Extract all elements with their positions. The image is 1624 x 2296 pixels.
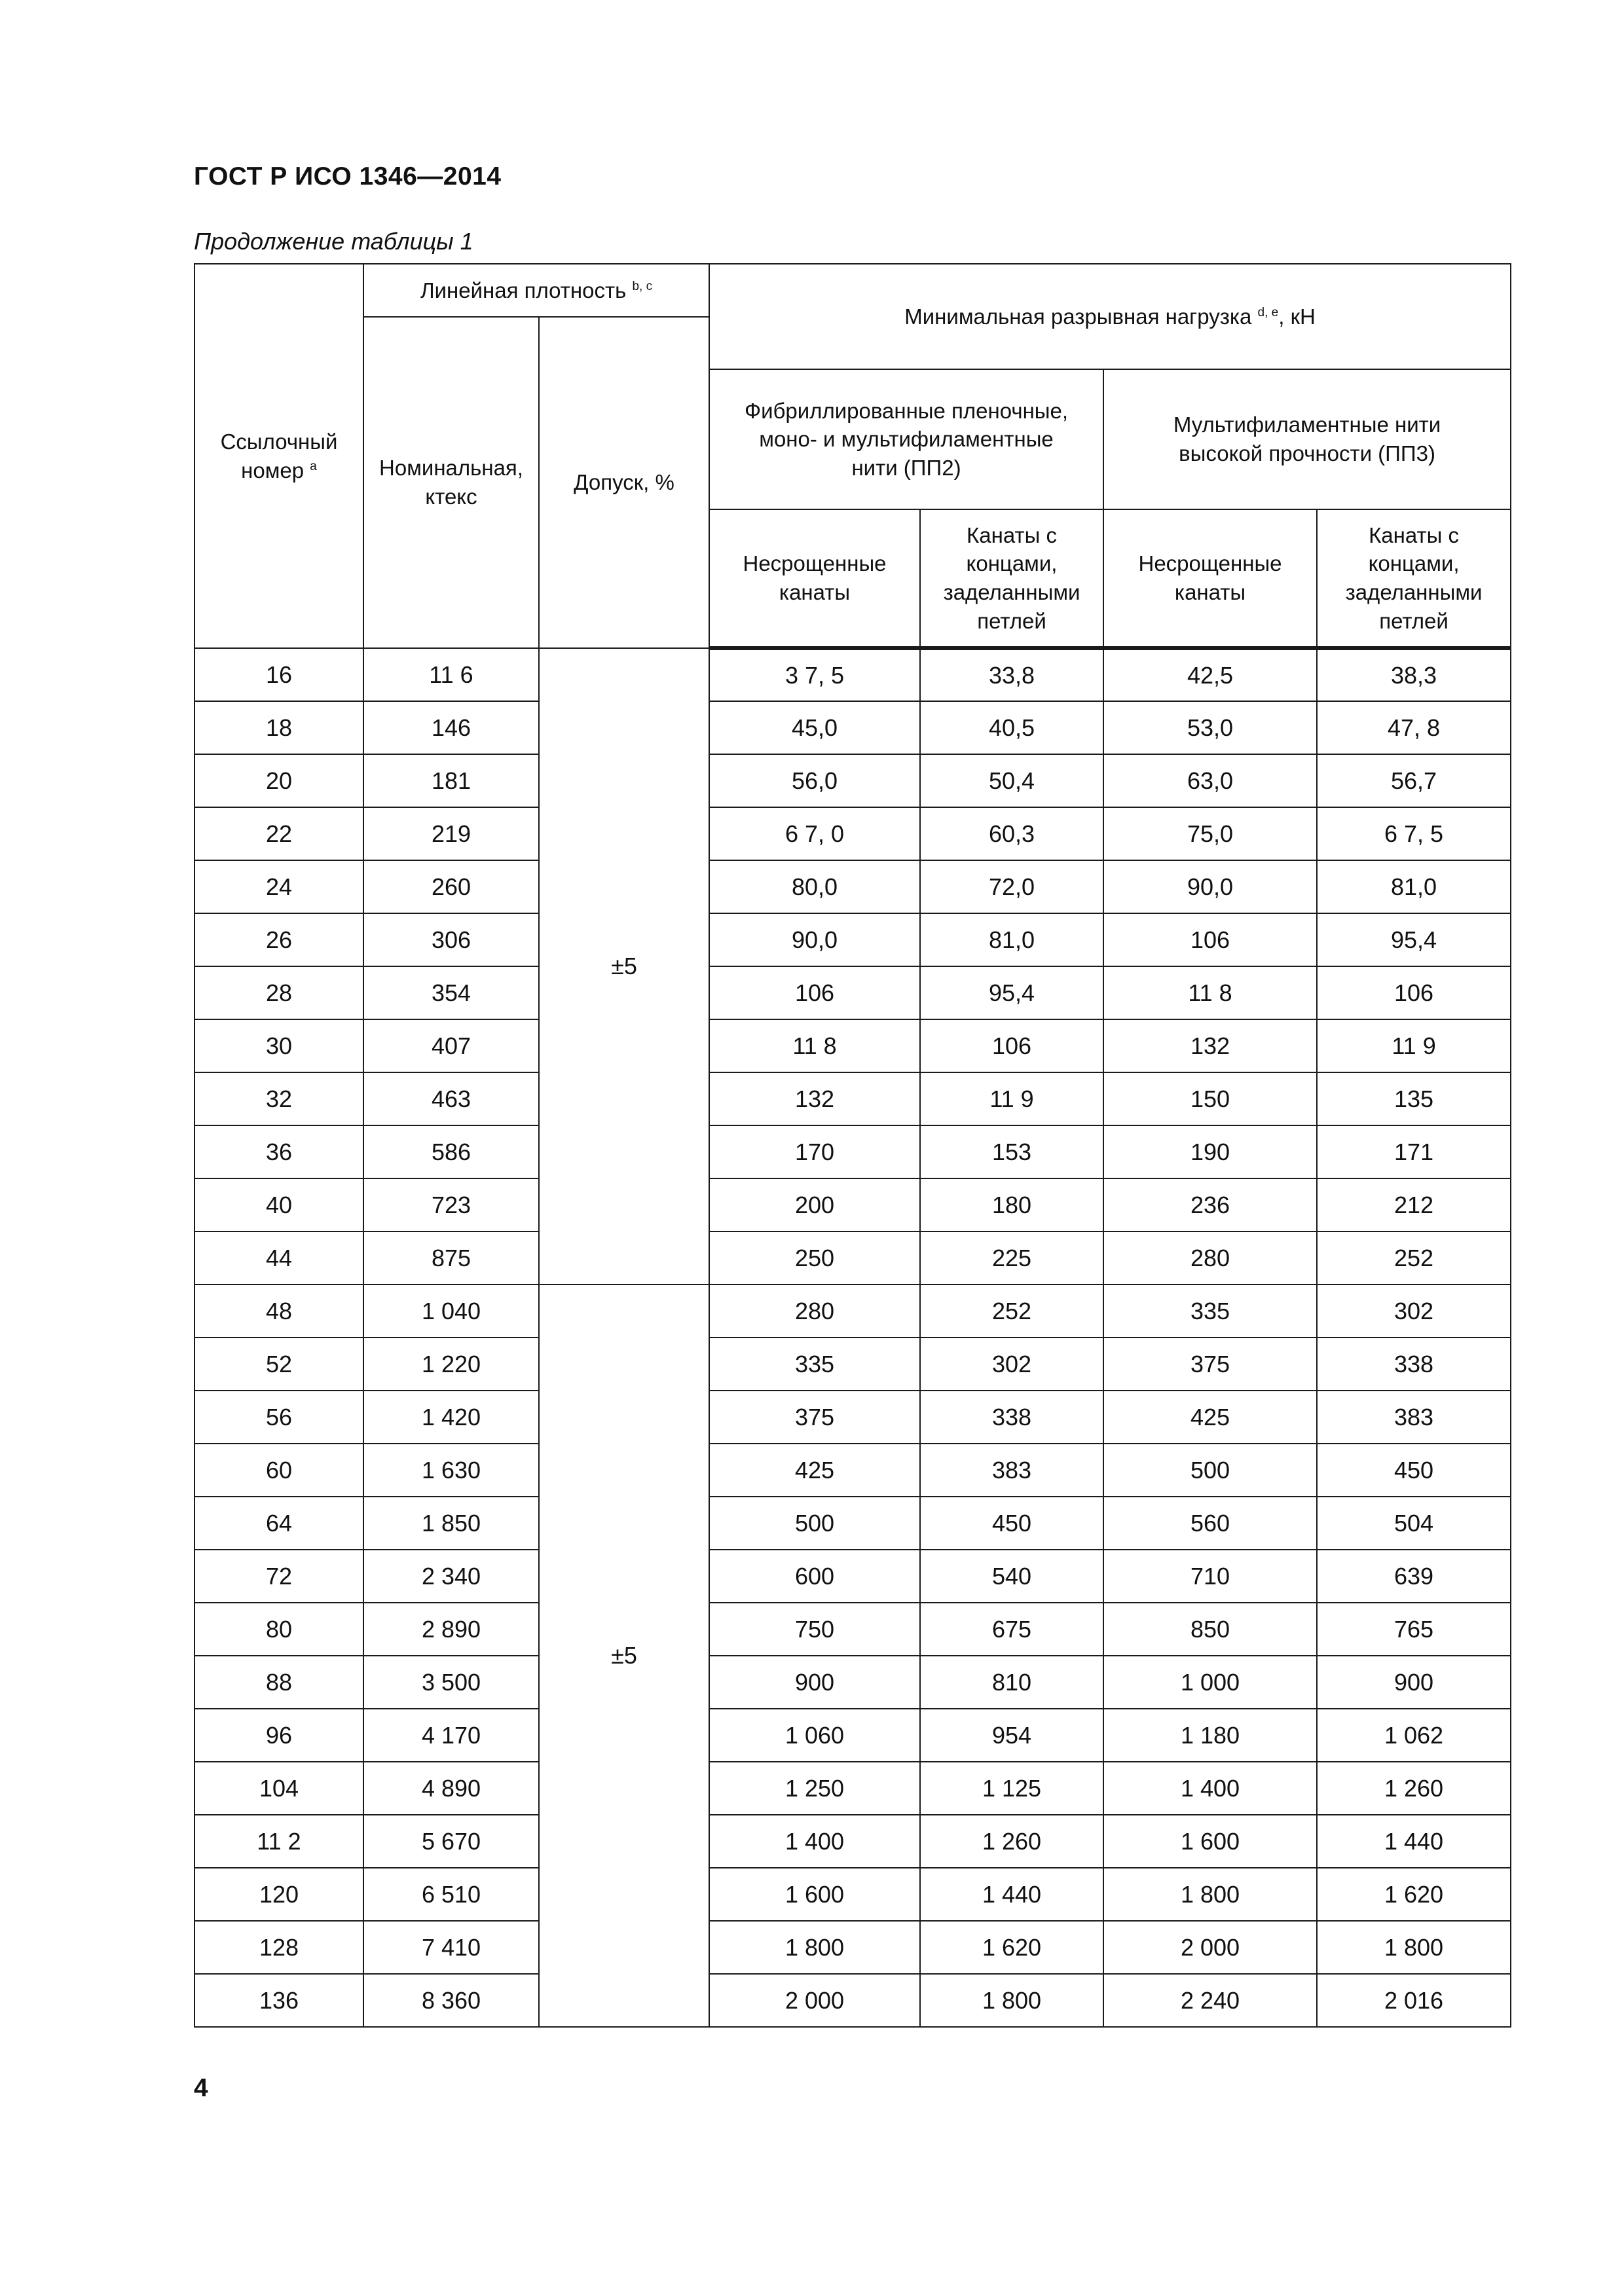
ref-number-cell: 60 — [194, 1444, 363, 1497]
table-row — [194, 754, 1511, 807]
ref-number-cell: 22 — [194, 807, 363, 860]
pp3-spliced-cell: 504 — [1317, 1497, 1511, 1550]
pp3-spliced-cell: 38,3 — [1317, 648, 1511, 701]
pp2-unspliced-cell: 500 — [709, 1497, 920, 1550]
pp2-unspliced-cell: 750 — [709, 1603, 920, 1656]
pp3-spliced-cell: 639 — [1317, 1550, 1511, 1603]
nominal-density-cell: 8 360 — [363, 1974, 539, 2027]
pp2-spliced-cell: 106 — [920, 1019, 1103, 1072]
pp3-spliced-cell: 383 — [1317, 1391, 1511, 1444]
nominal-density-cell: 306 — [363, 913, 539, 966]
ref-number-cell: 56 — [194, 1391, 363, 1444]
ref-number-cell: 96 — [194, 1709, 363, 1762]
pp2-spliced-cell: 383 — [920, 1444, 1103, 1497]
pp3-spliced-cell: 81,0 — [1317, 860, 1511, 913]
footnote-marker: b, c — [632, 279, 653, 293]
table-row — [194, 1497, 1511, 1550]
pp3-spliced-cell: 338 — [1317, 1338, 1511, 1391]
nominal-density-cell: 2 340 — [363, 1550, 539, 1603]
header-ref-number-label: Ссылочный номер — [220, 429, 338, 483]
pp3-unspliced-cell: 132 — [1103, 1019, 1317, 1072]
nominal-density-cell: 875 — [363, 1231, 539, 1285]
pp2-unspliced-cell: 250 — [709, 1231, 920, 1285]
table-row — [194, 1391, 1511, 1444]
pp3-spliced-cell: 1 800 — [1317, 1921, 1511, 1974]
header-nominal: Номинальная, ктекс — [363, 317, 539, 648]
pp2-spliced-cell: 81,0 — [920, 913, 1103, 966]
pp2-unspliced-cell: 1 800 — [709, 1921, 920, 1974]
pp2-unspliced-cell: 56,0 — [709, 754, 920, 807]
ref-number-cell: 40 — [194, 1178, 363, 1231]
pp3-unspliced-cell: 11 8 — [1103, 966, 1317, 1019]
table-row — [194, 1868, 1511, 1921]
document-header: ГОСТ Р ИСО 1346—2014 — [194, 162, 502, 191]
pp2-spliced-cell: 72,0 — [920, 860, 1103, 913]
tolerance-cell: ±5 — [539, 648, 709, 1285]
pp2-spliced-cell: 1 440 — [920, 1868, 1103, 1921]
nominal-density-cell: 181 — [363, 754, 539, 807]
pp2-spliced-cell: 11 9 — [920, 1072, 1103, 1125]
pp2-unspliced-cell: 600 — [709, 1550, 920, 1603]
nominal-density-cell: 1 040 — [363, 1285, 539, 1338]
table-row — [194, 1921, 1511, 1974]
pp3-unspliced-cell: 2 000 — [1103, 1921, 1317, 1974]
pp3-spliced-cell: 106 — [1317, 966, 1511, 1019]
header-pp3-unspliced: Несрощенные канаты — [1103, 509, 1317, 648]
header-min-breaking-load — [709, 264, 1511, 369]
ref-number-cell: 44 — [194, 1231, 363, 1285]
pp2-unspliced-cell: 375 — [709, 1391, 920, 1444]
table-body — [194, 648, 1511, 2027]
nominal-density-cell: 5 670 — [363, 1815, 539, 1868]
pp3-unspliced-cell: 190 — [1103, 1125, 1317, 1178]
pp2-unspliced-cell: 1 400 — [709, 1815, 920, 1868]
table-row — [194, 913, 1511, 966]
table-row — [194, 1072, 1511, 1125]
header-tolerance: Допуск, % — [539, 317, 709, 648]
table-row — [194, 1709, 1511, 1762]
nominal-density-cell: 723 — [363, 1178, 539, 1231]
pp2-spliced-cell: 302 — [920, 1338, 1103, 1391]
pp3-spliced-cell: 1 260 — [1317, 1762, 1511, 1815]
pp2-spliced-cell: 40,5 — [920, 701, 1103, 754]
ref-number-cell: 80 — [194, 1603, 363, 1656]
header-pp2-unspliced: Несрощенные канаты — [709, 509, 920, 648]
pp2-unspliced-cell: 900 — [709, 1656, 920, 1709]
table-row — [194, 701, 1511, 754]
nominal-density-cell: 3 500 — [363, 1656, 539, 1709]
ref-number-cell: 24 — [194, 860, 363, 913]
ref-number-cell: 128 — [194, 1921, 363, 1974]
pp3-spliced-cell: 135 — [1317, 1072, 1511, 1125]
ref-number-cell: 18 — [194, 701, 363, 754]
header-ref-number — [194, 264, 363, 648]
header-pp3-spliced: Канаты с концами, заделанными петлей — [1317, 509, 1511, 648]
pp2-spliced-cell: 95,4 — [920, 966, 1103, 1019]
pp2-unspliced-cell: 170 — [709, 1125, 920, 1178]
page-number: 4 — [194, 2074, 208, 2102]
pp2-spliced-cell: 50,4 — [920, 754, 1103, 807]
header-min-breaking-load-label: Минимальная разрывная нагрузка — [904, 304, 1252, 329]
pp3-spliced-cell: 450 — [1317, 1444, 1511, 1497]
nominal-density-cell: 1 220 — [363, 1338, 539, 1391]
table-row — [194, 1815, 1511, 1868]
table-row — [194, 966, 1511, 1019]
pp2-unspliced-cell: 90,0 — [709, 913, 920, 966]
pp3-unspliced-cell: 375 — [1103, 1338, 1317, 1391]
pp2-spliced-cell: 1 620 — [920, 1921, 1103, 1974]
table-row — [194, 648, 1511, 701]
pp2-unspliced-cell: 1 250 — [709, 1762, 920, 1815]
pp3-unspliced-cell: 236 — [1103, 1178, 1317, 1231]
nominal-density-cell: 407 — [363, 1019, 539, 1072]
pp2-spliced-cell: 180 — [920, 1178, 1103, 1231]
pp3-unspliced-cell: 2 240 — [1103, 1974, 1317, 2027]
pp3-unspliced-cell: 560 — [1103, 1497, 1317, 1550]
ref-number-cell: 136 — [194, 1974, 363, 2027]
pp2-spliced-cell: 450 — [920, 1497, 1103, 1550]
pp3-unspliced-cell: 425 — [1103, 1391, 1317, 1444]
header-group-pp2: Фибриллированные пленочные, моно- и мультифиламентные нити (ПП2) — [709, 369, 1103, 509]
table-row — [194, 1285, 1511, 1338]
ref-number-cell: 30 — [194, 1019, 363, 1072]
breaking-load-table — [194, 263, 1511, 2028]
pp3-unspliced-cell: 1 180 — [1103, 1709, 1317, 1762]
table-row — [194, 1125, 1511, 1178]
ref-number-cell: 48 — [194, 1285, 363, 1338]
pp2-unspliced-cell: 1 060 — [709, 1709, 920, 1762]
pp2-spliced-cell: 252 — [920, 1285, 1103, 1338]
pp2-unspliced-cell: 11 8 — [709, 1019, 920, 1072]
footnote-marker: a — [310, 459, 317, 473]
header-min-breaking-load-unit: , кН — [1278, 304, 1316, 329]
ref-number-cell: 64 — [194, 1497, 363, 1550]
pp3-unspliced-cell: 75,0 — [1103, 807, 1317, 860]
table-header — [194, 264, 1511, 648]
ref-number-cell: 36 — [194, 1125, 363, 1178]
pp2-unspliced-cell: 132 — [709, 1072, 920, 1125]
pp3-spliced-cell: 11 9 — [1317, 1019, 1511, 1072]
table-row — [194, 1231, 1511, 1285]
header-linear-density — [363, 264, 709, 317]
nominal-density-cell: 1 850 — [363, 1497, 539, 1550]
pp2-unspliced-cell: 335 — [709, 1338, 920, 1391]
nominal-density-cell: 463 — [363, 1072, 539, 1125]
pp3-unspliced-cell: 1 400 — [1103, 1762, 1317, 1815]
ref-number-cell: 16 — [194, 648, 363, 701]
nominal-density-cell: 354 — [363, 966, 539, 1019]
ref-number-cell: 28 — [194, 966, 363, 1019]
pp3-spliced-cell: 212 — [1317, 1178, 1511, 1231]
pp3-unspliced-cell: 1 000 — [1103, 1656, 1317, 1709]
pp2-unspliced-cell: 425 — [709, 1444, 920, 1497]
pp3-unspliced-cell: 90,0 — [1103, 860, 1317, 913]
pp3-spliced-cell: 56,7 — [1317, 754, 1511, 807]
nominal-density-cell: 4 890 — [363, 1762, 539, 1815]
ref-number-cell: 11 2 — [194, 1815, 363, 1868]
pp3-unspliced-cell: 280 — [1103, 1231, 1317, 1285]
pp2-unspliced-cell: 80,0 — [709, 860, 920, 913]
pp2-spliced-cell: 33,8 — [920, 648, 1103, 701]
table-row — [194, 1762, 1511, 1815]
pp2-spliced-cell: 1 125 — [920, 1762, 1103, 1815]
pp3-unspliced-cell: 1 800 — [1103, 1868, 1317, 1921]
table-row — [194, 1444, 1511, 1497]
pp2-spliced-cell: 1 260 — [920, 1815, 1103, 1868]
pp2-spliced-cell: 1 800 — [920, 1974, 1103, 2027]
table-row — [194, 1338, 1511, 1391]
pp3-unspliced-cell: 850 — [1103, 1603, 1317, 1656]
pp3-spliced-cell: 6 7, 5 — [1317, 807, 1511, 860]
pp3-unspliced-cell: 335 — [1103, 1285, 1317, 1338]
pp3-spliced-cell: 1 620 — [1317, 1868, 1511, 1921]
pp3-spliced-cell: 1 062 — [1317, 1709, 1511, 1762]
pp3-unspliced-cell: 63,0 — [1103, 754, 1317, 807]
nominal-density-cell: 586 — [363, 1125, 539, 1178]
nominal-density-cell: 1 420 — [363, 1391, 539, 1444]
pp2-unspliced-cell: 280 — [709, 1285, 920, 1338]
pp2-spliced-cell: 540 — [920, 1550, 1103, 1603]
pp2-unspliced-cell: 6 7, 0 — [709, 807, 920, 860]
ref-number-cell: 32 — [194, 1072, 363, 1125]
pp2-unspliced-cell: 45,0 — [709, 701, 920, 754]
nominal-density-cell: 7 410 — [363, 1921, 539, 1974]
ref-number-cell: 104 — [194, 1762, 363, 1815]
pp3-spliced-cell: 900 — [1317, 1656, 1511, 1709]
table-row — [194, 860, 1511, 913]
nominal-density-cell: 1 630 — [363, 1444, 539, 1497]
header-pp2-spliced: Канаты с концами, заделанными петлей — [920, 509, 1103, 648]
pp3-spliced-cell: 252 — [1317, 1231, 1511, 1285]
table-row — [194, 807, 1511, 860]
nominal-density-cell: 146 — [363, 701, 539, 754]
pp2-unspliced-cell: 106 — [709, 966, 920, 1019]
table-row — [194, 1550, 1511, 1603]
pp2-spliced-cell: 338 — [920, 1391, 1103, 1444]
nominal-density-cell: 6 510 — [363, 1868, 539, 1921]
pp2-spliced-cell: 810 — [920, 1656, 1103, 1709]
pp2-spliced-cell: 954 — [920, 1709, 1103, 1762]
pp3-spliced-cell: 47, 8 — [1317, 701, 1511, 754]
pp2-unspliced-cell: 1 600 — [709, 1868, 920, 1921]
pp3-unspliced-cell: 710 — [1103, 1550, 1317, 1603]
table-row — [194, 1019, 1511, 1072]
pp2-unspliced-cell: 3 7, 5 — [709, 648, 920, 701]
pp3-spliced-cell: 765 — [1317, 1603, 1511, 1656]
ref-number-cell: 20 — [194, 754, 363, 807]
pp2-unspliced-cell: 200 — [709, 1178, 920, 1231]
table-row — [194, 1603, 1511, 1656]
pp2-spliced-cell: 153 — [920, 1125, 1103, 1178]
ref-number-cell: 52 — [194, 1338, 363, 1391]
pp3-spliced-cell: 2 016 — [1317, 1974, 1511, 2027]
pp3-spliced-cell: 1 440 — [1317, 1815, 1511, 1868]
nominal-density-cell: 2 890 — [363, 1603, 539, 1656]
pp3-unspliced-cell: 500 — [1103, 1444, 1317, 1497]
ref-number-cell: 120 — [194, 1868, 363, 1921]
ref-number-cell: 88 — [194, 1656, 363, 1709]
pp3-unspliced-cell: 1 600 — [1103, 1815, 1317, 1868]
pp3-unspliced-cell: 42,5 — [1103, 648, 1317, 701]
nominal-density-cell: 260 — [363, 860, 539, 913]
table-row — [194, 1656, 1511, 1709]
pp2-spliced-cell: 225 — [920, 1231, 1103, 1285]
pp3-unspliced-cell: 150 — [1103, 1072, 1317, 1125]
tolerance-cell: ±5 — [539, 1285, 709, 2027]
table-caption: Продолжение таблицы 1 — [194, 228, 473, 255]
pp3-spliced-cell: 171 — [1317, 1125, 1511, 1178]
header-group-pp3: Мультифиламентные нити высокой прочности (ПП3) — [1103, 369, 1511, 509]
nominal-density-cell: 4 170 — [363, 1709, 539, 1762]
pp2-spliced-cell: 60,3 — [920, 807, 1103, 860]
footnote-marker: d, e — [1257, 305, 1279, 319]
pp2-spliced-cell: 675 — [920, 1603, 1103, 1656]
ref-number-cell: 72 — [194, 1550, 363, 1603]
ref-number-cell: 26 — [194, 913, 363, 966]
pp3-spliced-cell: 95,4 — [1317, 913, 1511, 966]
table-row — [194, 1974, 1511, 2027]
table-row — [194, 1178, 1511, 1231]
nominal-density-cell: 219 — [363, 807, 539, 860]
pp3-spliced-cell: 302 — [1317, 1285, 1511, 1338]
pp2-unspliced-cell: 2 000 — [709, 1974, 920, 2027]
header-linear-density-label: Линейная плотность — [420, 278, 627, 302]
pp3-unspliced-cell: 106 — [1103, 913, 1317, 966]
pp3-unspliced-cell: 53,0 — [1103, 701, 1317, 754]
nominal-density-cell: 11 6 — [363, 648, 539, 701]
